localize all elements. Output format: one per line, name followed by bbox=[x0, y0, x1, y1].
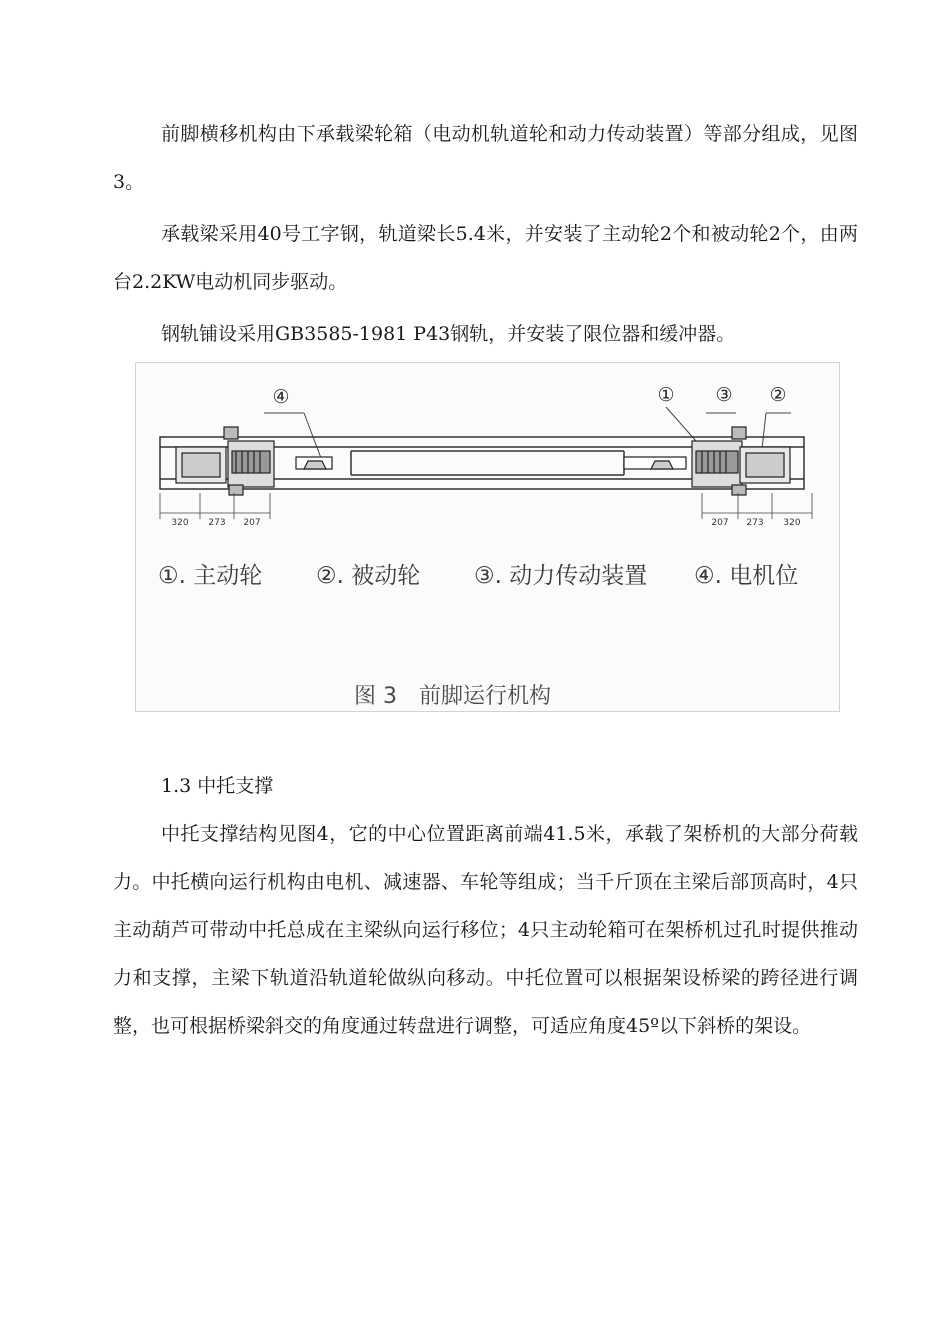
dimension-lines bbox=[160, 493, 812, 519]
callout-1: ① bbox=[657, 384, 675, 406]
paragraph-1: 前脚横移机构由下承载梁轮箱（电动机轨道轮和动力传动装置）等部分组成，见图3。 bbox=[113, 123, 858, 193]
section-heading: 1.3 中托支撑 bbox=[161, 775, 274, 797]
front-leg-mechanism-drawing bbox=[136, 363, 839, 711]
dim-right-1: 207 bbox=[711, 518, 729, 528]
dim-right-3: 320 bbox=[783, 518, 801, 528]
figure-caption: 图 3 前脚运行机构 bbox=[354, 684, 551, 709]
callout-4: ④ bbox=[272, 386, 290, 408]
legend-item-2: ②. 被动轮 bbox=[316, 563, 421, 589]
dim-right-2: 273 bbox=[746, 518, 764, 528]
figure-3 bbox=[135, 362, 840, 712]
legend-item-1: ①. 主动轮 bbox=[158, 563, 263, 589]
paragraph-3: 钢轨铺设采用GB3585-1981 P43钢轨，并安装了限位器和缓冲器。 bbox=[161, 323, 736, 345]
paragraph-2: 承载梁采用40号工字钢，轨道梁长5.4米，并安装了主动轮2个和被动轮2个，由两台2.2KW电动机同步驱动。 bbox=[113, 223, 858, 293]
dim-left-2: 273 bbox=[208, 518, 226, 528]
callout-2: ② bbox=[769, 384, 787, 406]
callout-3: ③ bbox=[715, 384, 733, 406]
dim-left-1: 320 bbox=[171, 518, 189, 528]
legend-item-3: ③. 动力传动装置 bbox=[474, 563, 648, 589]
paragraph-4: 中托支撑结构见图4，它的中心位置距离前端41.5米，承载了架桥机的大部分荷载力。中托横向运行机构由电机、减速器、车轮等组成；当千斤顶在主梁后部顶高时，4只主动葫芦可带动中托总成在主梁纵向运行移位；4只主动轮箱可在架桥机过孔时提供推动力和支撑，主梁下轨道沿轨道轮做纵向移动。中托位置可以根据架设桥梁的跨径进行调整，也可根据桥梁斜交的角度通过转盘进行调整，可适应角度45º以下斜桥的架设。 bbox=[113, 823, 858, 1037]
legend-item-4: ④. 电机位 bbox=[694, 563, 799, 589]
dim-left-3: 207 bbox=[243, 518, 261, 528]
